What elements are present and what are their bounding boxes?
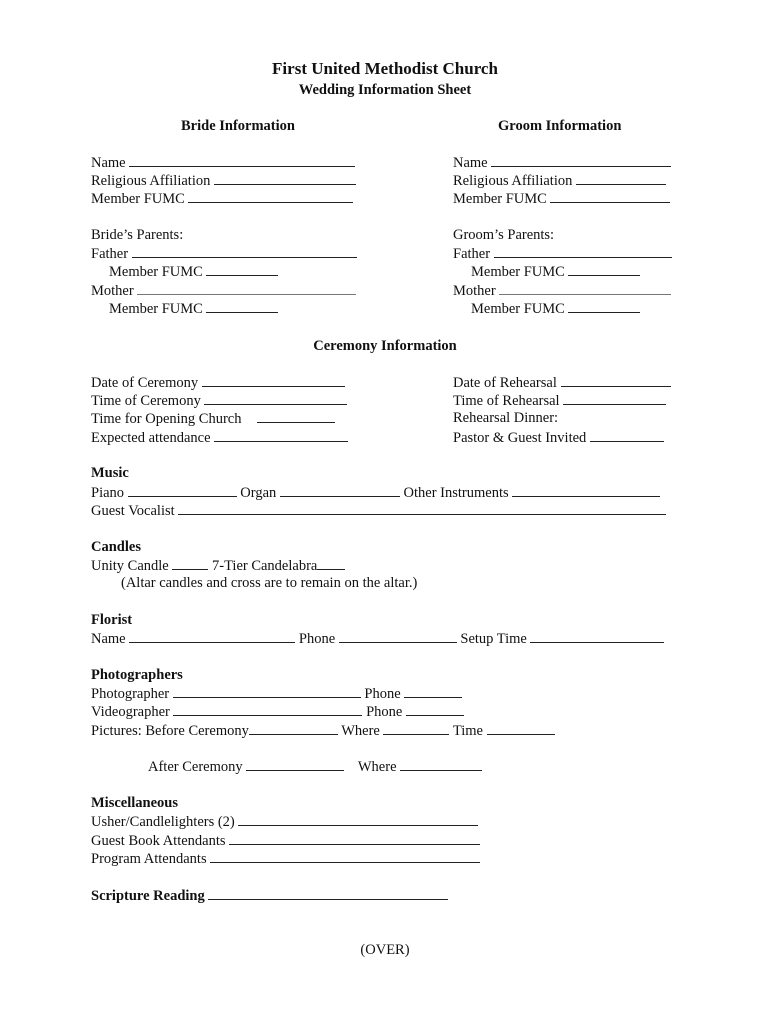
groom-member-field[interactable] — [550, 189, 670, 203]
rehearsal-dinner-label: Rehearsal Dinner: — [453, 410, 559, 426]
bride-father-member-field[interactable] — [206, 262, 278, 276]
groom-religion-row — [453, 171, 666, 189]
photographer-phone-field[interactable] — [404, 684, 462, 698]
pictures-before-field[interactable] — [249, 721, 338, 735]
ceremony-heading: Ceremony Information — [313, 338, 457, 354]
bride-mother-field[interactable] — [137, 281, 356, 295]
bride-religion-label: Religious Affiliation — [91, 173, 211, 189]
rehearsal-time-label: Time of Rehearsal — [453, 393, 560, 409]
bride-religion-row — [91, 171, 356, 189]
vocalist-row — [91, 501, 666, 519]
bride-father-field[interactable] — [132, 244, 357, 258]
piano-field[interactable] — [128, 483, 237, 497]
bride-heading: Bride Information — [181, 118, 295, 134]
groom-heading: Groom Information — [498, 118, 622, 134]
pastor-invited-label: Pastor & Guest Invited — [453, 430, 587, 446]
groom-name-field[interactable] — [491, 153, 671, 167]
groom-religion-label: Religious Affiliation — [453, 173, 573, 189]
photographer-label: Photographer — [91, 686, 170, 702]
page-title: First United Methodist Church — [272, 59, 498, 78]
videographer-row — [91, 702, 464, 720]
program-label: Program Attendants — [91, 851, 207, 867]
groom-father-member-label: Member FUMC — [471, 264, 565, 280]
groom-religion-field[interactable] — [576, 171, 666, 185]
guestbook-label: Guest Book Attendants — [91, 833, 226, 849]
groom-mother-member-field[interactable] — [568, 299, 640, 313]
rehearsal-time-field[interactable] — [563, 391, 666, 405]
attendance-row — [91, 428, 348, 446]
florist-phone-field[interactable] — [339, 629, 457, 643]
opening-church-field[interactable] — [257, 409, 335, 423]
groom-father-member-field[interactable] — [568, 262, 640, 276]
organ-label: Organ — [240, 485, 277, 501]
groom-member-label: Member FUMC — [453, 191, 547, 207]
ceremony-date-field[interactable] — [202, 373, 345, 387]
groom-member-row — [453, 189, 670, 207]
florist-row — [91, 629, 664, 647]
scripture-field[interactable] — [208, 886, 448, 900]
ushers-row — [91, 812, 478, 830]
pastor-invited-row — [453, 428, 664, 446]
pastor-invited-field[interactable] — [590, 428, 664, 442]
ceremony-date-label: Date of Ceremony — [91, 375, 199, 391]
bride-name-field[interactable] — [129, 153, 355, 167]
music-heading: Music — [91, 465, 129, 481]
attendance-field[interactable] — [214, 428, 348, 442]
attendance-label: Expected attendance — [91, 430, 211, 446]
vocalist-field[interactable] — [178, 501, 666, 515]
rehearsal-date-label: Date of Rehearsal — [453, 375, 557, 391]
bride-member-label: Member FUMC — [91, 191, 185, 207]
bride-mother-label: Mother — [91, 283, 134, 299]
videographer-phone-field[interactable] — [406, 702, 464, 716]
bride-religion-field[interactable] — [214, 171, 356, 185]
bride-father-member-row — [109, 262, 278, 280]
ceremony-time-field[interactable] — [204, 391, 347, 405]
videographer-label: Videographer — [91, 704, 170, 720]
bride-mother-row — [91, 281, 356, 299]
after-where-field[interactable] — [400, 757, 482, 771]
before-time-field[interactable] — [487, 721, 555, 735]
bride-member-row — [91, 189, 353, 207]
misc-heading: Miscellaneous — [91, 795, 178, 811]
groom-parents-label: Groom’s Parents: — [453, 227, 555, 243]
pictures-before-label: Pictures: Before Ceremony — [91, 723, 249, 739]
setup-time-field[interactable] — [530, 629, 664, 643]
unity-candle-field[interactable] — [172, 556, 208, 570]
groom-mother-member-row — [471, 299, 640, 317]
before-where-field[interactable] — [383, 721, 449, 735]
groom-name-label: Name — [453, 155, 488, 171]
groom-mother-field[interactable] — [499, 281, 671, 295]
scripture-row — [91, 886, 448, 904]
groom-father-field[interactable] — [494, 244, 672, 258]
bride-parents-label: Bride’s Parents: — [91, 227, 184, 243]
rehearsal-date-field[interactable] — [561, 373, 671, 387]
groom-father-row — [453, 244, 672, 262]
rehearsal-date-row — [453, 373, 671, 391]
bride-mother-member-row — [109, 299, 278, 317]
groom-father-label: Father — [453, 246, 491, 262]
bride-father-member-label: Member FUMC — [109, 264, 203, 280]
ceremony-date-row — [91, 373, 345, 391]
photographer-row — [91, 684, 462, 702]
bride-father-row — [91, 244, 357, 262]
guestbook-row — [91, 831, 480, 849]
program-field[interactable] — [210, 849, 480, 863]
candles-row — [91, 556, 345, 574]
scripture-label: Scripture Reading — [91, 888, 205, 904]
groom-name-row — [453, 153, 671, 171]
ushers-field[interactable] — [238, 812, 478, 826]
vocalist-label: Guest Vocalist — [91, 503, 175, 519]
ceremony-time-row — [91, 391, 347, 409]
candelabra-field[interactable] — [317, 556, 345, 570]
florist-name-field[interactable] — [129, 629, 295, 643]
rehearsal-time-row — [453, 391, 666, 409]
bride-father-label: Father — [91, 246, 129, 262]
unity-candle-label: Unity Candle — [91, 558, 169, 574]
videographer-field[interactable] — [173, 702, 362, 716]
organ-field[interactable] — [280, 483, 400, 497]
bride-mother-member-field[interactable] — [206, 299, 278, 313]
pictures-after-label: After Ceremony — [148, 759, 243, 775]
groom-mother-label: Mother — [453, 283, 496, 299]
ceremony-time-label: Time of Ceremony — [91, 393, 201, 409]
opening-church-label: Time for Opening Church — [91, 411, 242, 427]
pictures-after-field[interactable] — [246, 757, 344, 771]
setup-time-label: Setup Time — [460, 631, 527, 647]
groom-mother-member-label: Member FUMC — [471, 301, 565, 317]
over-note: (OVER) — [360, 942, 410, 958]
candles-note: (Altar candles and cross are to remain on the altar.) — [121, 575, 418, 591]
photographers-heading: Photographers — [91, 667, 183, 683]
bride-mother-member-label: Member FUMC — [109, 301, 203, 317]
candles-heading: Candles — [91, 539, 141, 555]
photographer-phone-label: Phone — [364, 686, 401, 702]
bride-name-label: Name — [91, 155, 126, 171]
other-instruments-label: Other Instruments — [403, 485, 509, 501]
music-instruments-row — [91, 483, 660, 501]
groom-father-member-row — [471, 262, 640, 280]
videographer-phone-label: Phone — [366, 704, 403, 720]
before-time-label: Time — [452, 723, 483, 739]
bride-name-row — [91, 153, 355, 171]
piano-label: Piano — [91, 485, 125, 501]
guestbook-field[interactable] — [229, 831, 480, 845]
program-row — [91, 849, 480, 867]
florist-phone-label: Phone — [298, 631, 336, 647]
florist-heading: Florist — [91, 612, 133, 628]
before-where-label: Where — [341, 723, 380, 739]
after-where-label: Where — [357, 759, 397, 775]
bride-member-field[interactable] — [188, 189, 353, 203]
groom-mother-row — [453, 281, 671, 299]
candelabra-label: 7-Tier Candelabra — [211, 558, 318, 574]
other-instruments-field[interactable] — [512, 483, 660, 497]
pictures-after-row — [148, 757, 482, 775]
florist-name-label: Name — [91, 631, 126, 647]
opening-church-row — [91, 409, 335, 427]
photographer-field[interactable] — [173, 684, 361, 698]
page-subtitle: Wedding Information Sheet — [298, 82, 472, 98]
ushers-label: Usher/Candlelighters (2) — [91, 814, 235, 830]
pictures-before-row — [91, 721, 555, 739]
